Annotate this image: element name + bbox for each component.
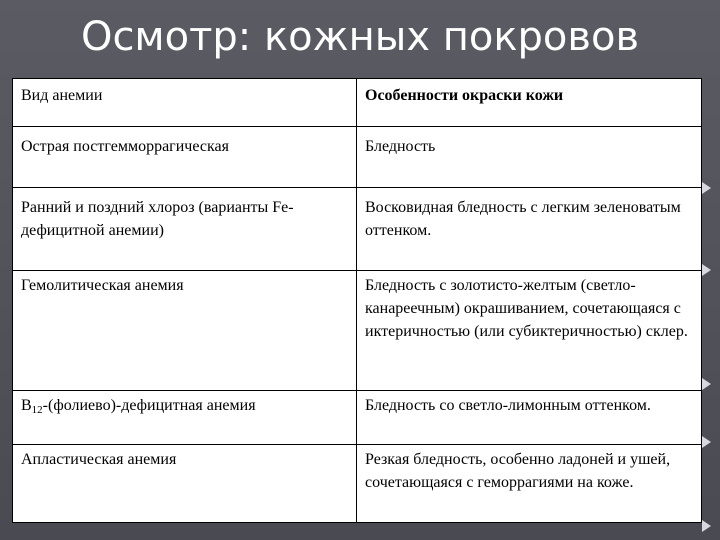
cell-anemia-type: Ранний и поздний хлороз (варианты Fe-дефицитной анемии) [13, 188, 357, 271]
table-row [13, 391, 702, 445]
table-header-row [13, 79, 702, 127]
page-title: Осмотр: кожных покровов [80, 14, 640, 60]
cell-skin-color: Бледность с золотисто-желтым (светло-канареечным) окрашиванием, сочетающаяся с иктеричностью (или субиктеричностью) склер. [357, 271, 702, 391]
header-skin-color: Особенности окраски кожи [357, 79, 702, 127]
arrow-bullet-icon [702, 378, 711, 390]
table-row [13, 271, 702, 391]
cell-skin-color: Бледность со светло-лимонным оттенком. [357, 391, 702, 445]
header-anemia-type: Вид анемии [13, 79, 357, 127]
anemia-type-suffix: -(фолиево)-дефицитная анемия [42, 397, 256, 414]
cell-anemia-type: Апластическая анемия [13, 445, 357, 523]
anemia-skin-table [12, 78, 702, 523]
table-row [13, 188, 702, 271]
arrow-bullet-icon [702, 264, 711, 276]
cell-skin-color: Бледность [357, 127, 702, 188]
cell-anemia-type: Острая постгеммoррагическая [13, 127, 357, 188]
arrow-bullet-icon [702, 520, 711, 532]
anemia-type-prefix: В [21, 397, 32, 414]
arrow-bullet-icon [702, 436, 711, 448]
table-row [13, 127, 702, 188]
cell-skin-color: Восковидная бледность с легким зеленоватым оттенком. [357, 188, 702, 271]
anemia-type-subscript: 12 [31, 404, 43, 416]
cell-skin-color: Резкая бледность, особенно ладоней и ушей, сочетающаяся с геморрагиями на коже. [357, 445, 702, 523]
table-row [13, 445, 702, 523]
arrow-bullet-icon [702, 182, 711, 194]
cell-anemia-type: Гемолитическая анемия [13, 271, 357, 391]
cell-anemia-type [13, 391, 357, 445]
